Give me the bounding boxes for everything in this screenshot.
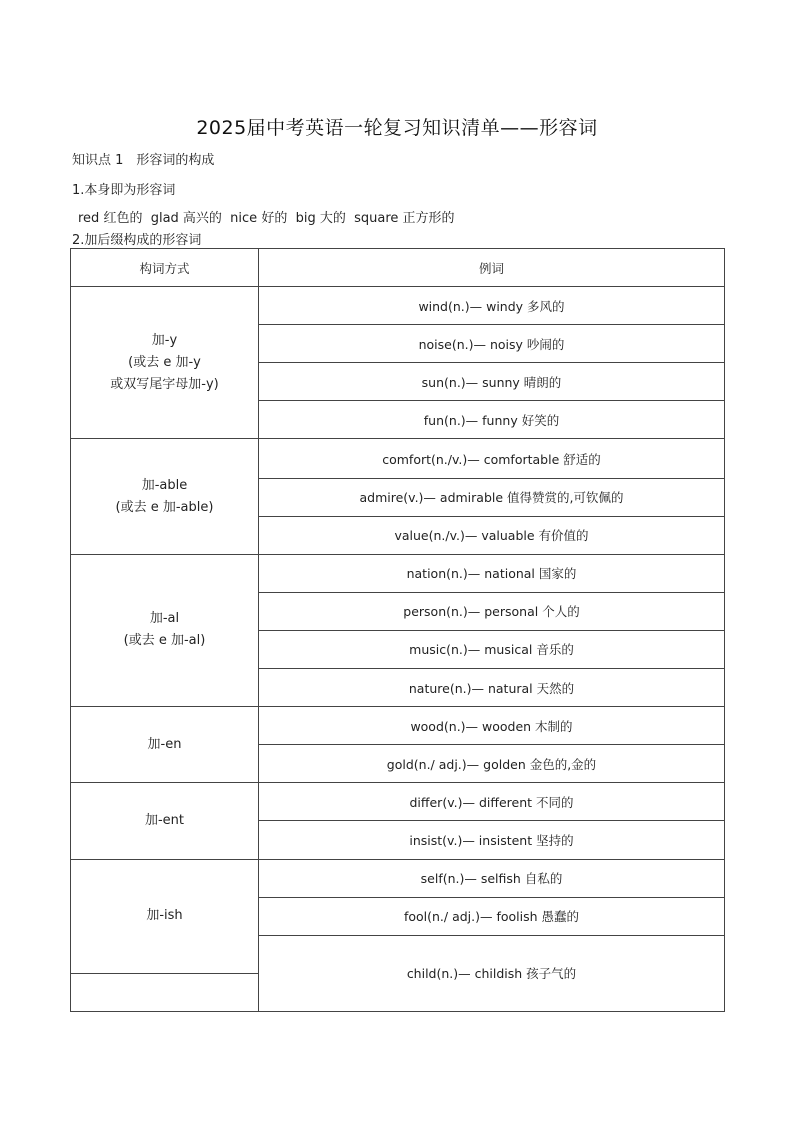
example-cell: nature(n.)— natural 天然的 [259, 669, 725, 707]
example-cell: value(n./v.)— valuable 有价值的 [259, 516, 725, 554]
method-line: 加-en [147, 736, 182, 752]
example-cell: self(n.)— selfish 自私的 [259, 859, 725, 897]
table-row [71, 554, 725, 592]
table-row [71, 859, 725, 897]
examples-line: red 红色的 glad 高兴的 nice 好的 big 大的 square 正方形的 [78, 211, 455, 226]
example-cell: wood(n.)— wooden 木制的 [259, 707, 725, 745]
header-method: 构词方式 [71, 249, 259, 287]
header-examples: 例词 [259, 249, 725, 287]
example-cell: gold(n./ adj.)— golden 金色的,金的 [259, 745, 725, 783]
method-line: 加-able [141, 477, 188, 493]
method-cell [71, 439, 259, 554]
page-title: 2025届中考英语一轮复习知识清单——形容词 [196, 117, 598, 139]
method-line: 加-ent [144, 812, 185, 828]
example-cell: music(n.)— musical 音乐的 [259, 630, 725, 668]
method-line: 加-al [149, 611, 180, 627]
example-cell: comfort(n./v.)— comfortable 舒适的 [259, 439, 725, 478]
example-cell: differ(v.)— different 不同的 [259, 783, 725, 821]
example-cell: admire(v.)— admirable 值得赞赏的,可钦佩的 [259, 478, 725, 516]
example-cell: child(n.)— childish 孩子气的 [259, 935, 725, 1011]
table-row [71, 707, 725, 745]
example-cell: fool(n./ adj.)— foolish 愚蠢的 [259, 897, 725, 935]
method-line: (或去 e 加-y [128, 354, 201, 370]
method-cell [71, 287, 259, 439]
method-cell [71, 783, 259, 859]
example-cell: person(n.)— personal 个人的 [259, 592, 725, 630]
method-line: 加-y [151, 332, 178, 348]
subheading-intrinsic-adjectives: 1.本身即为形容词 [72, 183, 176, 198]
table-row [71, 783, 725, 821]
example-cell: sun(n.)— sunny 晴朗的 [259, 363, 725, 401]
method-line: (或去 e 加-al) [123, 633, 206, 649]
example-cell: wind(n.)— windy 多风的 [259, 287, 725, 325]
section-heading: 知识点 1 形容词的构成 [72, 153, 215, 168]
subheading-suffix-adjectives: 2.加后缀构成的形容词 [72, 233, 202, 248]
method-line: 或双写尾字母加-y) [110, 376, 219, 392]
method-cell [71, 554, 259, 706]
table-header-row [71, 249, 725, 287]
method-cell [71, 707, 259, 783]
suffix-table [70, 248, 725, 1012]
example-cell: nation(n.)— national 国家的 [259, 554, 725, 592]
example-cell: noise(n.)— noisy 吵闹的 [259, 325, 725, 363]
example-cell: insist(v.)— insistent 坚持的 [259, 821, 725, 859]
method-line: 加-ish [146, 908, 183, 924]
table-row [71, 439, 725, 478]
empty-cell [71, 973, 259, 1011]
example-cell: fun(n.)— funny 好笑的 [259, 401, 725, 439]
table-row [71, 287, 725, 325]
method-line: (或去 e 加-able) [115, 499, 214, 515]
method-cell [71, 859, 259, 973]
